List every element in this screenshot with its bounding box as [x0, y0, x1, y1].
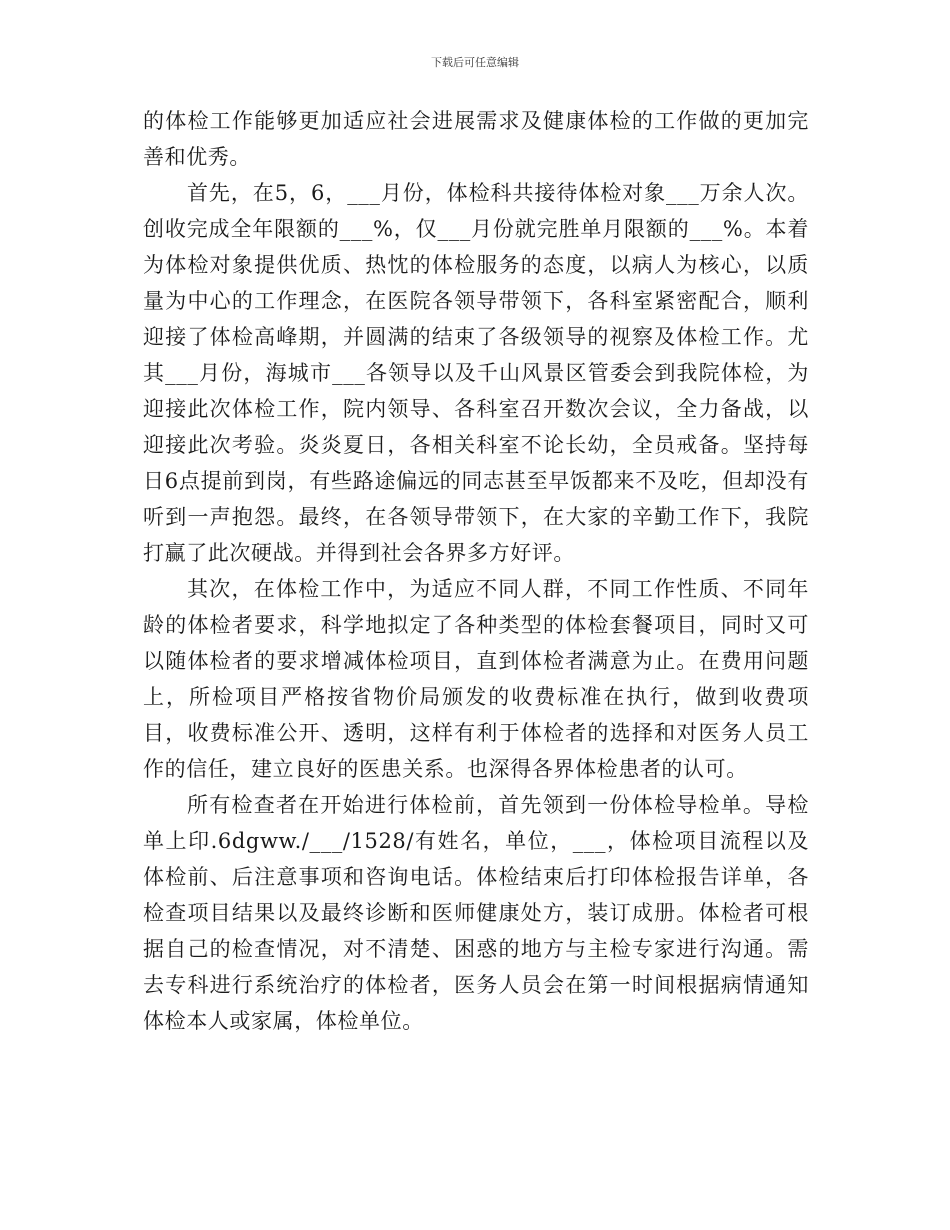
paragraph-third: 所有检查者在开始进行体检前，首先领到一份体检导检单。导检单上印.6dgww./___/1528/有姓名，单位，___，体检项目流程以及体检前、后注意事项和咨询电话。体检结束后打印体检报告详单，各检查项目结果以及最终诊断和医师健康处方，装订成册。体检者可根据自己的检查情况，对不清楚、困惑的地方与主检专家进行沟通。需去专科进行系统治疗的体检者，医务人员会在第一时间根据病情通知体检本人或家属，体检单位。 [143, 793, 809, 1033]
page-header: 下载后可任意编辑 [431, 56, 519, 69]
paragraph-second: 其次，在体检工作中，为适应不同人群，不同工作性质、不同年龄的体检者要求，科学地拟定了各种类型的体检套餐项目，同时又可以随体检者的要求增减体检项目，直到体检者满意为止。在费用问题上，所检项目严格按省物价局颁发的收费标准在执行，做到收费项目，收费标准公开、透明，这样有利于体检者的选择和对医务人员工作的信任，建立良好的医患关系。也深得各界体检患者的认可。 [143, 577, 809, 781]
paragraph-first: 首先，在5，6，___月份，体检科共接待体检对象___万余人次。创收完成全年限额的___%，仅___月份就完胜单月限额的___%。本着为体检对象提供优质、热忱的体检服务的态度，以病人为核心，以质量为中心的工作理念，在医院各领导带领下，各科室紧密配合，顺利迎接了体检高峰期，并圆满的结束了各级领导的视察及体检工作。尤其___月份，海城市___各领导以及千山风景区管委会到我院体检，为迎接此次体检工作，院内领导、各科室召开数次会议，全力备战，以迎接此次考验。炎炎夏日，各相关科室不论长幼，全员戒备。坚持每日6点提前到岗，有些路途偏远的同志甚至早饭都来不及吃，但却没有听到一声抱怨。最终，在各领导带领下，在大家的辛勤工作下，我院打赢了此次硬战。并得到社会各界多方好评。 [143, 181, 809, 565]
document-body [143, 103, 809, 1039]
paragraph-continuation: 的体检工作能够更加适应社会进展需求及健康体检的工作做的更加完善和优秀。 [143, 109, 809, 169]
